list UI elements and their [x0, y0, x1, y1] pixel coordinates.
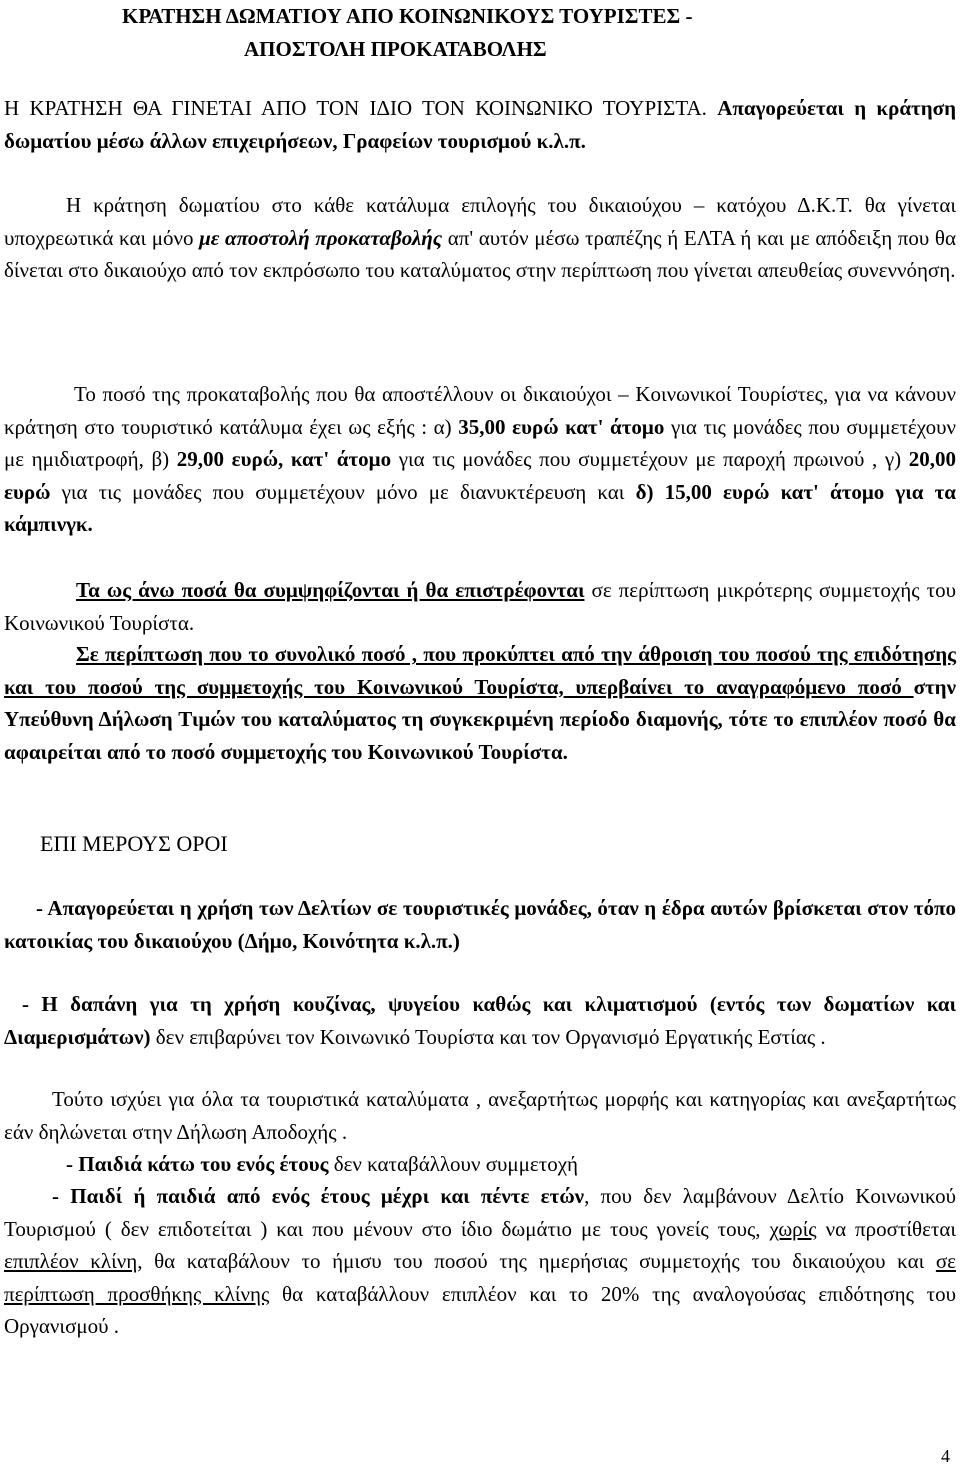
- infants-text: δεν καταβάλλουν συμμετοχή: [328, 1152, 578, 1176]
- children-extra-bed: επιπλέον κλίνη: [4, 1249, 138, 1273]
- amounts-text-e: για τις μονάδες που συμμετέχουν με παροχή πρωινού , γ): [391, 447, 909, 471]
- kitchen-emphasis: - Η δαπάνη για τη χρήση κουζίνας, ψυγείου καθώς και κλιματισμού (εντός των δωματίων και Διαμερισμάτων): [4, 992, 956, 1049]
- paragraph-offset-refund: [4, 574, 956, 639]
- paragraph-booking-rule: [4, 92, 956, 157]
- paragraph-applies-all: Τούτο ισχύει για όλα τα τουριστικά καταλύματα , ανεξαρτήτως μορφής και κατηγορίας και ανεξαρτήτως εάν δηλώνεται στην Δήλωση Αποδοχής .: [4, 1087, 956, 1144]
- offset-text: σε περίπτωση μικρότερης συμμετοχής του Κοινωνικού Τουρίστα.: [4, 578, 956, 635]
- amounts-text-g: για τις μονάδες που συμμετέχουν μόνο με διανυκτέρευση και: [50, 479, 636, 504]
- prohibition-sentence: Απαγορεύεται η κράτηση δωματίου μέσω άλλων επιχειρήσεων, Γραφείων τουρισμού κ.λ.π.: [4, 96, 956, 153]
- children-text-f: , θα καταβάλουν το ήμισυ του ποσού της ημερήσιας συμμετοχής του δικαιούχου και: [137, 1249, 936, 1273]
- offset-emphasis: Τα ως άνω ποσά θα συμψηφίζονται ή θα επιστρέφονται: [76, 578, 585, 602]
- amounts-text-c: για τις μονάδες που συμμετέχουν με ημιδιατροφή, β): [4, 414, 956, 471]
- amounts-text-a: Το ποσό της προκαταβολής που θα αποστέλλουν οι δικαιούχοι – Κοινωνικοί Τουρίστες, για να κάνουν κράτηση στο τουριστικό κατάλυμα έχει ως εξής : α): [4, 382, 956, 439]
- deposit-text-a: Η κράτηση δωματίου στο κάθε κατάλυμα επιλογής του δικαιούχου – κατόχου Δ.Κ.Τ. θα γίνεται υποχρεωτικά και μόνο: [4, 193, 956, 250]
- amount-camping: δ) 15,00 ευρώ κατ' άτομο για τα κάμπινγκ.: [4, 479, 957, 536]
- amount-half-board: 35,00 ευρώ κατ' άτομο: [458, 414, 665, 439]
- paragraph-deposit-requirement: [4, 189, 956, 287]
- paragraph-deposit-amounts: [4, 378, 956, 541]
- children-without: χωρίς: [769, 1216, 817, 1241]
- deposit-text-c: απ' αυτόν μέσω τραπέζης ή ΕΛΤΑ ή και με απόδειξη που θα δίνεται στο δικαιούχο από τον εκπρόσωπο του καταλύματος στην περίπτωση που γίνεται απευθείας συνεννόηση.: [4, 225, 956, 282]
- section-heading-terms: ΕΠΙ ΜΕΡΟΥΣ ΟΡΟΙ: [40, 831, 228, 856]
- children-text-h: θα καταβάλλουν επιπλέον και το 20% της αναλογούσας επιδότησης του Οργανισμού .: [4, 1281, 956, 1338]
- children-emphasis: - Παιδί ή παιδιά από ενός έτους μέχρι και πέντε ετών: [52, 1184, 585, 1208]
- paragraph-term-kitchen: [4, 988, 956, 1053]
- paragraph-term-infants: [4, 1148, 956, 1181]
- amount-breakfast: 29,00 ευρώ, κατ' άτομο: [176, 447, 392, 471]
- amount-room-only: 20,00 ευρώ: [4, 447, 956, 504]
- paragraph-excess-amount: [4, 638, 956, 768]
- deposit-emphasis: με αποστολή προκαταβολής: [199, 225, 443, 250]
- children-text-b: , που δεν λαμβάνουν Δελτίο Κοινωνικού Τουρισμού ( δεν επιδοτείται ) και που μένουν στο ίδιο δωμάτιο με τους γονείς τους,: [4, 1184, 956, 1241]
- excess-underlined: Σε περίπτωση που το συνολικό ποσό , που προκύπτει από την άθροιση του ποσού της επιδότησης και του ποσού της συμμετοχής του Κοινωνικού Τουρίστα, υπερβαίνει το αναγραφόμενο ποσό: [4, 642, 956, 699]
- infants-emphasis: - Παιδιά κάτω του ενός έτους: [66, 1152, 329, 1176]
- excess-text: στην Υπεύθυνη Δήλωση Τιμών του καταλύματος τη συγκεκριμένη περίοδο διαμονής, τότε το επιπλέον ποσό θα αφαιρείται από το ποσό συμμετοχής του Κοινωνικού Τουρίστα.: [4, 674, 956, 764]
- children-bed-added: σε περίπτωση προσθήκης κλίνης: [4, 1249, 956, 1306]
- title-line-1: ΚΡΑΤΗΣΗ ΔΩΜΑΤΙΟΥ ΑΠΟ ΚΟΙΝΩΝΙΚΟΥΣ ΤΟΥΡΙΣΤΕΣ -: [122, 4, 693, 28]
- paragraph-term-residence: - Απαγορεύεται η χρήση των Δελτίων σε τουριστικές μονάδες, όταν η έδρα αυτών βρίσκεται στον τόπο κατοικίας του δικαιούχου (Δήμο, Κοινότητα κ.λ.π.): [4, 896, 956, 953]
- document-title: [122, 0, 862, 66]
- kitchen-text: δεν επιβαρύνει τον Κοινωνικό Τουρίστα και τον Οργανισμό Εργατικής Εστίας .: [150, 1024, 826, 1049]
- children-text-d: να προστίθεται: [816, 1216, 956, 1241]
- title-line-2: ΑΠΟΣΤΟΛΗ ΠΡΟΚΑΤΑΒΟΛΗΣ: [244, 37, 547, 61]
- paragraph-term-children: [4, 1180, 956, 1343]
- booking-rule-sentence: Η ΚΡΑΤΗΣΗ ΘΑ ΓΙΝΕΤΑΙ ΑΠΟ ΤΟΝ ΙΔΙΟ ΤΟΝ ΚΟΙΝΩΝΙΚΟ ΤΟΥΡΙΣΤΑ.: [4, 96, 707, 120]
- page-number: 4: [941, 1446, 950, 1466]
